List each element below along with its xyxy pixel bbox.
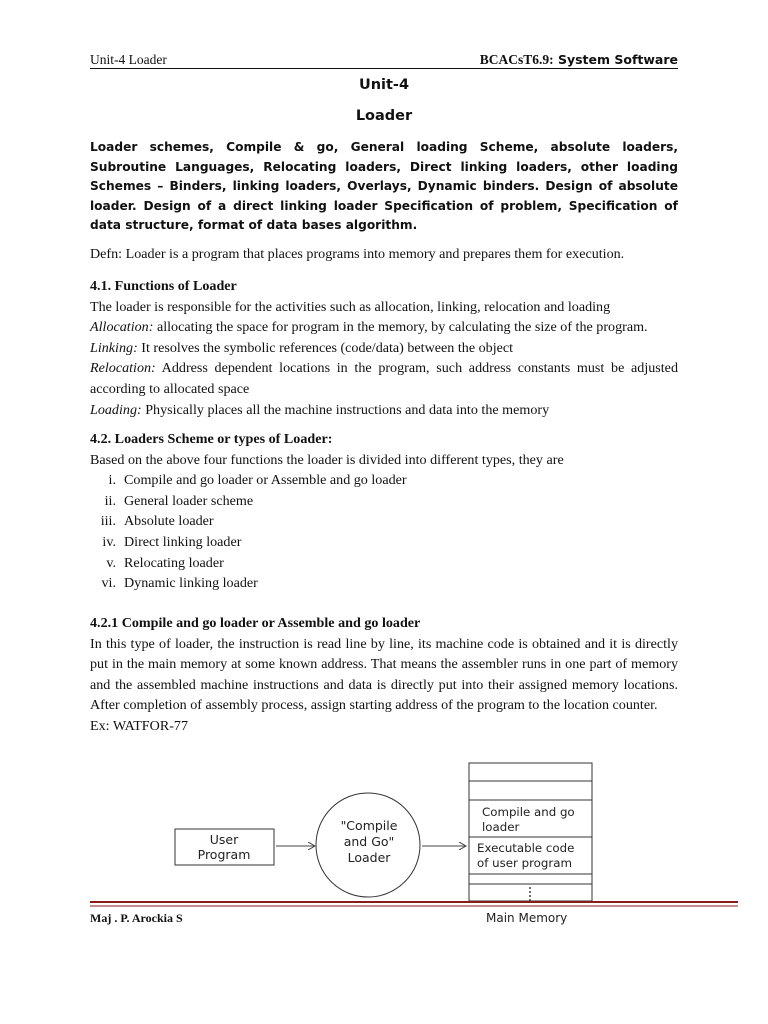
function-text: allocating the space for program in the memory, by calculating the size of the program. xyxy=(153,319,648,336)
list-item xyxy=(90,553,678,574)
compile-go-body: In this type of loader, the instruction is read line by line, its machine code is obtained and it is directly put in the main memory at some known address. That means the assembler runs in one part of memory and the assembled machine instructions and data is directly put into their assigned memory locations. After completion of assembly process, assign starting address of the program to the location counter. xyxy=(90,635,678,714)
function-item xyxy=(90,400,678,421)
list-text: Compile and go loader or Assemble and go loader xyxy=(124,472,407,489)
compile-go-section xyxy=(90,613,678,737)
list-number: ii. xyxy=(104,492,116,509)
function-text: Physically places all the machine instructions and data into the memory xyxy=(141,401,550,418)
user-program-label-1: User xyxy=(209,832,239,847)
list-text: Absolute loader xyxy=(124,513,214,530)
loader-label-2: and Go" xyxy=(343,834,395,849)
footer-author: Maj . P. Arockia S xyxy=(90,911,183,925)
compile-go-heading: 4.2.1 Compile and go loader or Assemble and go loader xyxy=(90,615,421,631)
function-term: Loading: xyxy=(90,401,142,418)
functions-section xyxy=(90,276,678,420)
types-heading: 4.2. Loaders Scheme or types of Loader: xyxy=(90,431,333,447)
function-text: Address dependent locations in the program, such address constants must be adjusted according to allocated space xyxy=(90,360,678,397)
function-item xyxy=(90,317,678,338)
types-list xyxy=(90,470,678,594)
function-term: Allocation: xyxy=(90,319,154,336)
loader-label-3: Loader xyxy=(347,850,391,865)
list-item xyxy=(90,532,678,553)
definition: Defn: Loader is a program that places programs into memory and prepares them for execution. xyxy=(90,246,625,262)
list-text: Dynamic linking loader xyxy=(124,575,258,592)
functions-intro: The loader is responsible for the activities such as allocation, linking, relocation and loading xyxy=(90,298,611,315)
list-text: Relocating loader xyxy=(124,554,224,571)
unit-title: Unit-4 xyxy=(358,77,410,93)
memory-cell-code-1: Executable code xyxy=(477,841,575,855)
function-term: Relocation: xyxy=(90,360,156,377)
memory-cell-code-2: of user program xyxy=(477,856,572,870)
user-program-label-2: Program xyxy=(197,847,251,862)
chapter-title: Loader xyxy=(355,108,413,124)
header-course-name: System Software xyxy=(553,52,678,67)
function-term: Linking: xyxy=(90,339,138,356)
list-number: v. xyxy=(106,554,116,571)
compile-go-example: Ex: WATFOR-77 xyxy=(90,717,189,734)
header-course-code: BCACsT6.9: xyxy=(479,52,554,67)
loader-label-1: "Compile xyxy=(340,818,398,833)
page-header xyxy=(90,52,678,69)
list-number: vi. xyxy=(101,575,116,592)
memory-cell-loader-1: Compile and go xyxy=(482,805,575,819)
function-text: It resolves the symbolic references (code/data) between the object xyxy=(137,339,514,356)
header-unit: Unit-4 Loader xyxy=(90,52,167,67)
list-number: iv. xyxy=(102,533,116,550)
list-item xyxy=(90,470,678,491)
main-memory-label: Main Memory xyxy=(486,911,568,925)
memory-cell-loader-2: loader xyxy=(482,820,520,834)
header-course xyxy=(480,52,678,68)
function-item xyxy=(90,338,678,359)
list-text: Direct linking loader xyxy=(124,533,242,550)
types-section xyxy=(90,429,678,594)
list-text: General loader scheme xyxy=(124,492,254,509)
function-item xyxy=(90,358,678,399)
list-item xyxy=(90,491,678,512)
list-number: i. xyxy=(108,472,116,489)
list-number: iii. xyxy=(100,513,116,530)
list-item xyxy=(90,573,678,594)
types-intro: Based on the above four functions the loader is divided into different types, they are xyxy=(90,451,564,468)
syllabus-paragraph: Loader schemes, Compile & go, General loading Scheme, absolute loaders, Subroutine Languages, Relocating loaders, Direct linking loaders, other loading Schemes – Binders, linking loaders, Overlays, Dynamic binders. Design of absolute loader. Design of a direct linking loader Specification of problem, Specification of data structure, format of data bases algorithm. xyxy=(90,140,678,233)
functions-heading: 4.1. Functions of Loader xyxy=(90,278,237,294)
list-item xyxy=(90,511,678,532)
